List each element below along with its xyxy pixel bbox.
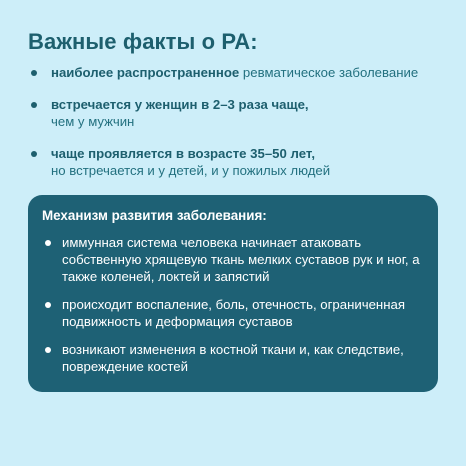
fact-bold-text: чаще проявляется в возрасте 35–50 лет, [51, 146, 316, 161]
bullet-dot-icon [45, 240, 51, 246]
bullet-dot-icon [31, 70, 37, 76]
mechanism-item-text: иммунная система человека начинает атаковать собственную хрящевую ткань мелких суставов рук и ног, а также коленей, локтей и запястий [62, 235, 420, 284]
page-title: Важные факты о РА: [28, 29, 258, 54]
fact-text: но встречается и у детей, и у пожилых людей [51, 163, 331, 178]
fact-item [30, 64, 450, 81]
fact-bold-text: наиболее распространенное [51, 65, 240, 80]
mechanism-list [42, 234, 426, 375]
fact-bold-text: встречается у женщин в 2–3 раза чаще, [51, 97, 309, 112]
bullet-dot-icon [45, 302, 51, 308]
mechanism-item [42, 296, 426, 330]
fact-text: ревматическое заболевание [239, 65, 419, 80]
mechanism-item-text: происходит воспаление, боль, отечность, ограниченная подвижность и деформация суставов [62, 297, 405, 329]
facts-list [30, 64, 450, 194]
fact-item [30, 145, 450, 179]
bullet-dot-icon [45, 347, 51, 353]
mechanism-card [28, 195, 438, 392]
mechanism-item-text: возникают изменения в костной ткани и, как следствие, повреждение костей [62, 342, 404, 374]
mechanism-item [42, 234, 426, 285]
fact-item [30, 96, 450, 130]
bullet-dot-icon [31, 151, 37, 157]
mechanism-item [42, 341, 426, 375]
mechanism-title: Механизм развития заболевания: [42, 208, 267, 223]
bullet-dot-icon [31, 102, 37, 108]
fact-text: чем у мужчин [51, 114, 135, 129]
